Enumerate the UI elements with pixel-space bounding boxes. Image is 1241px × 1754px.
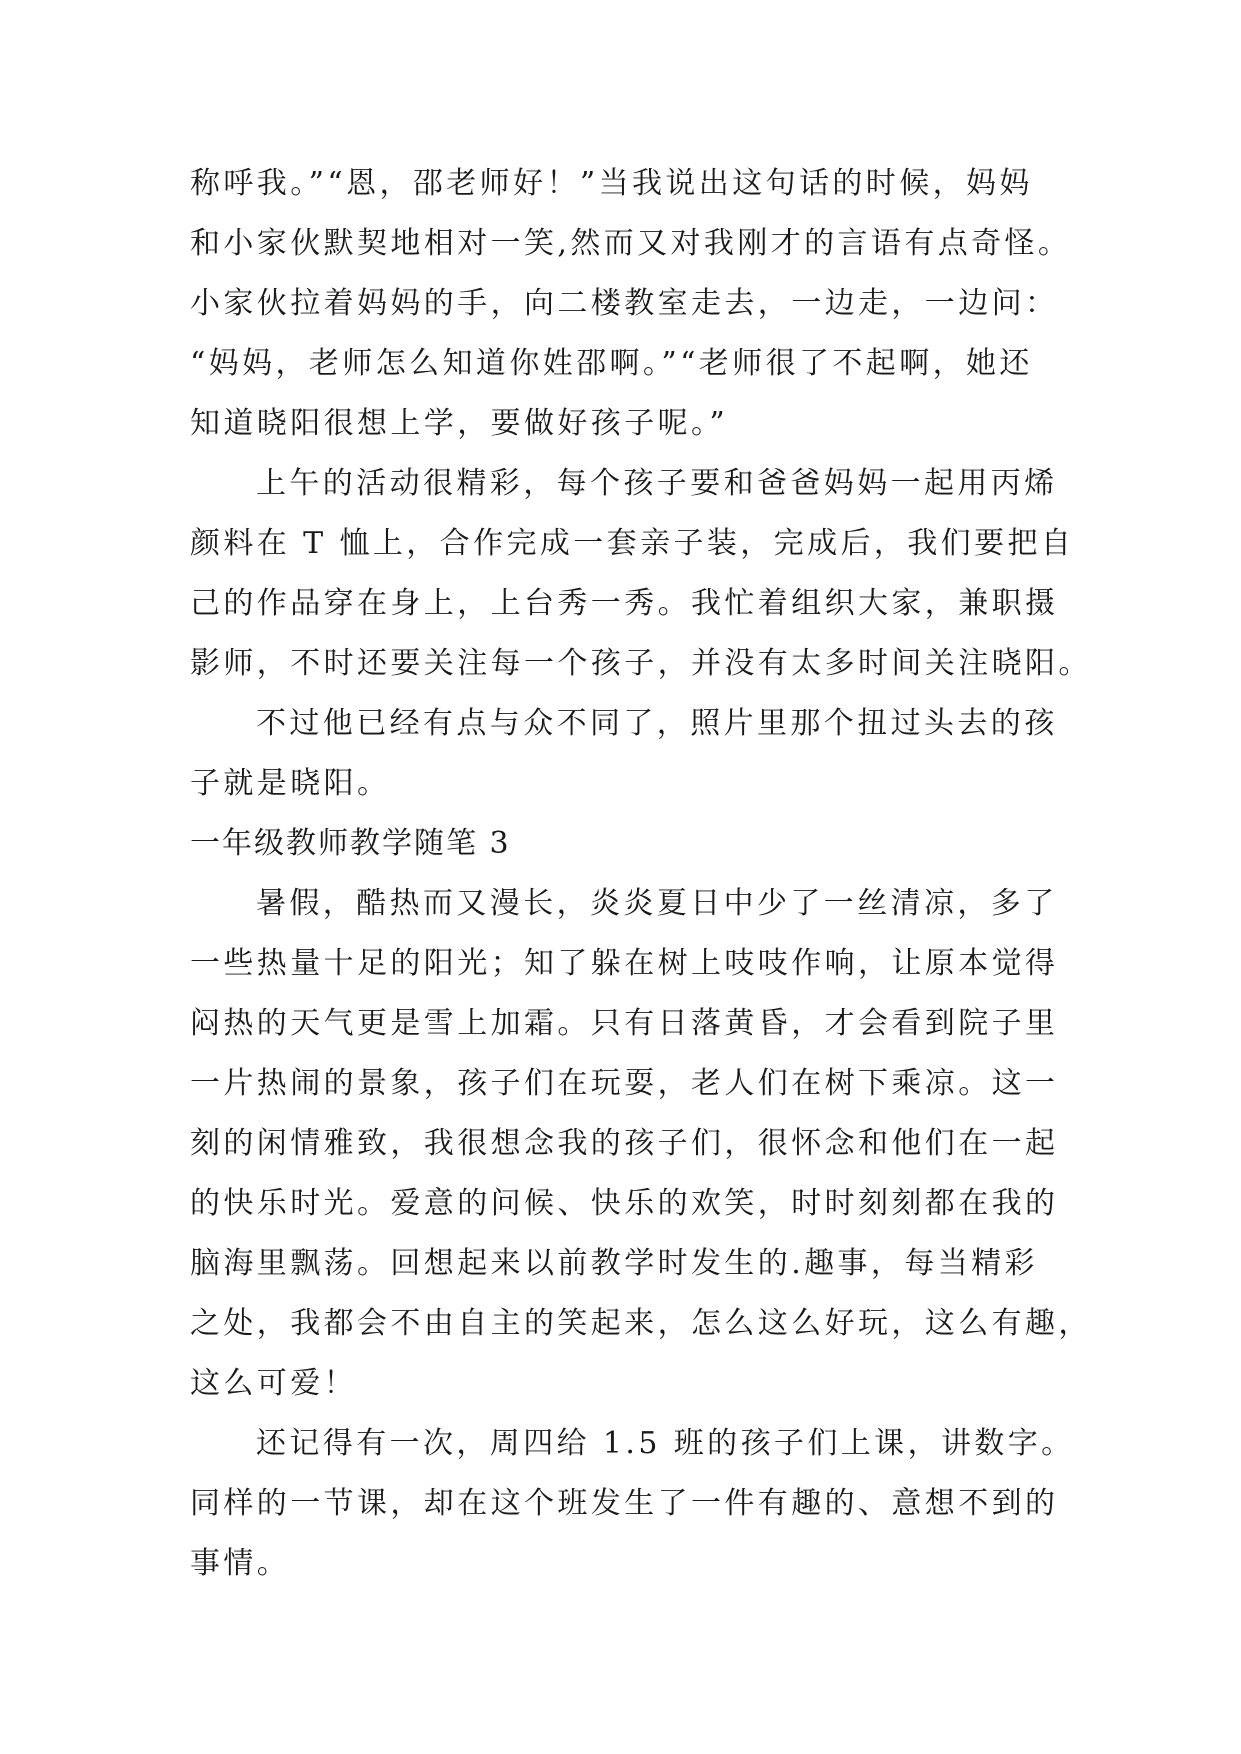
paragraph-4-line-3: 闷热的天气更是雪上加霜。只有日落黄昏，才会看到院子里 [190,1006,1059,1041]
paragraph-4-line-7: 脑海里飘荡。回想起来以前教学时发生的.趣事，每当精彩 [190,1246,1038,1281]
paragraph-4-line-2: 一些热量十足的阳光；知了躲在树上吱吱作响，让原本觉得 [190,946,1059,981]
paragraph-4-line-4: 一片热闹的景象，孩子们在玩耍，老人们在树下乘凉。这一 [190,1066,1059,1101]
paragraph-3-line-1: 不过他已经有点与众不同了，照片里那个扭过头去的孩 [256,706,1058,741]
paragraph-5-line-1: 还记得有一次，周四给 1.5 班的孩子们上课，讲数字。 [256,1426,1075,1461]
paragraph-5-line-3: 事情。 [190,1546,291,1581]
paragraph-1-line-2: 和小家伙默契地相对一笑,然而又对我刚才的言语有点奇怪。 [190,226,1072,261]
paragraph-3-line-2: 子就是晓阳。 [190,766,391,801]
paragraph-4-line-5: 刻的闲情雅致，我很想念我的孩子们，很怀念和他们在一起 [190,1126,1059,1161]
paragraph-2-line-1: 上午的活动很精彩，每个孩子要和爸爸妈妈一起用丙烯 [256,466,1058,501]
paragraph-4-line-6: 的快乐时光。爱意的问候、快乐的欢笑，时时刻刻都在我的 [190,1186,1059,1221]
paragraph-4-line-9: 这么可爱！ [190,1366,357,1401]
paragraph-4-line-8: 之处，我都会不由自主的笑起来，怎么这么好玩，这么有趣， [190,1306,1092,1341]
paragraph-4-line-1: 暑假，酷热而又漫长，炎炎夏日中少了一丝清凉，多了 [256,886,1058,921]
paragraph-1-line-5: 知道晓阳很想上学，要做好孩子呢。” [190,406,729,441]
paragraph-5-line-2: 同样的一节课，却在这个班发生了一件有趣的、意想不到的 [190,1486,1059,1521]
section-title: 一年级教师教学随笔 3 [190,826,511,861]
paragraph-1-line-1: 称呼我。”“恩，邵老师好！”当我说出这句话的时候，妈妈 [190,166,1033,201]
paragraph-2-line-4: 影师，不时还要关注每一个孩子，并没有太多时间关注晓阳。 [190,646,1092,681]
paragraph-2-line-2: 颜料在 T 恤上，合作完成一套亲子装，完成后，我们要把自 [190,526,1075,561]
paragraph-1-line-3: 小家伙拉着妈妈的手，向二楼教室走去，一边走，一边问： [190,286,1059,321]
paragraph-1-line-4: “妈妈，老师怎么知道你姓邵啊。”“老师很了不起啊，她还 [190,346,1033,381]
paragraph-2-line-3: 己的作品穿在身上，上台秀一秀。我忙着组织大家，兼职摄 [190,586,1059,621]
